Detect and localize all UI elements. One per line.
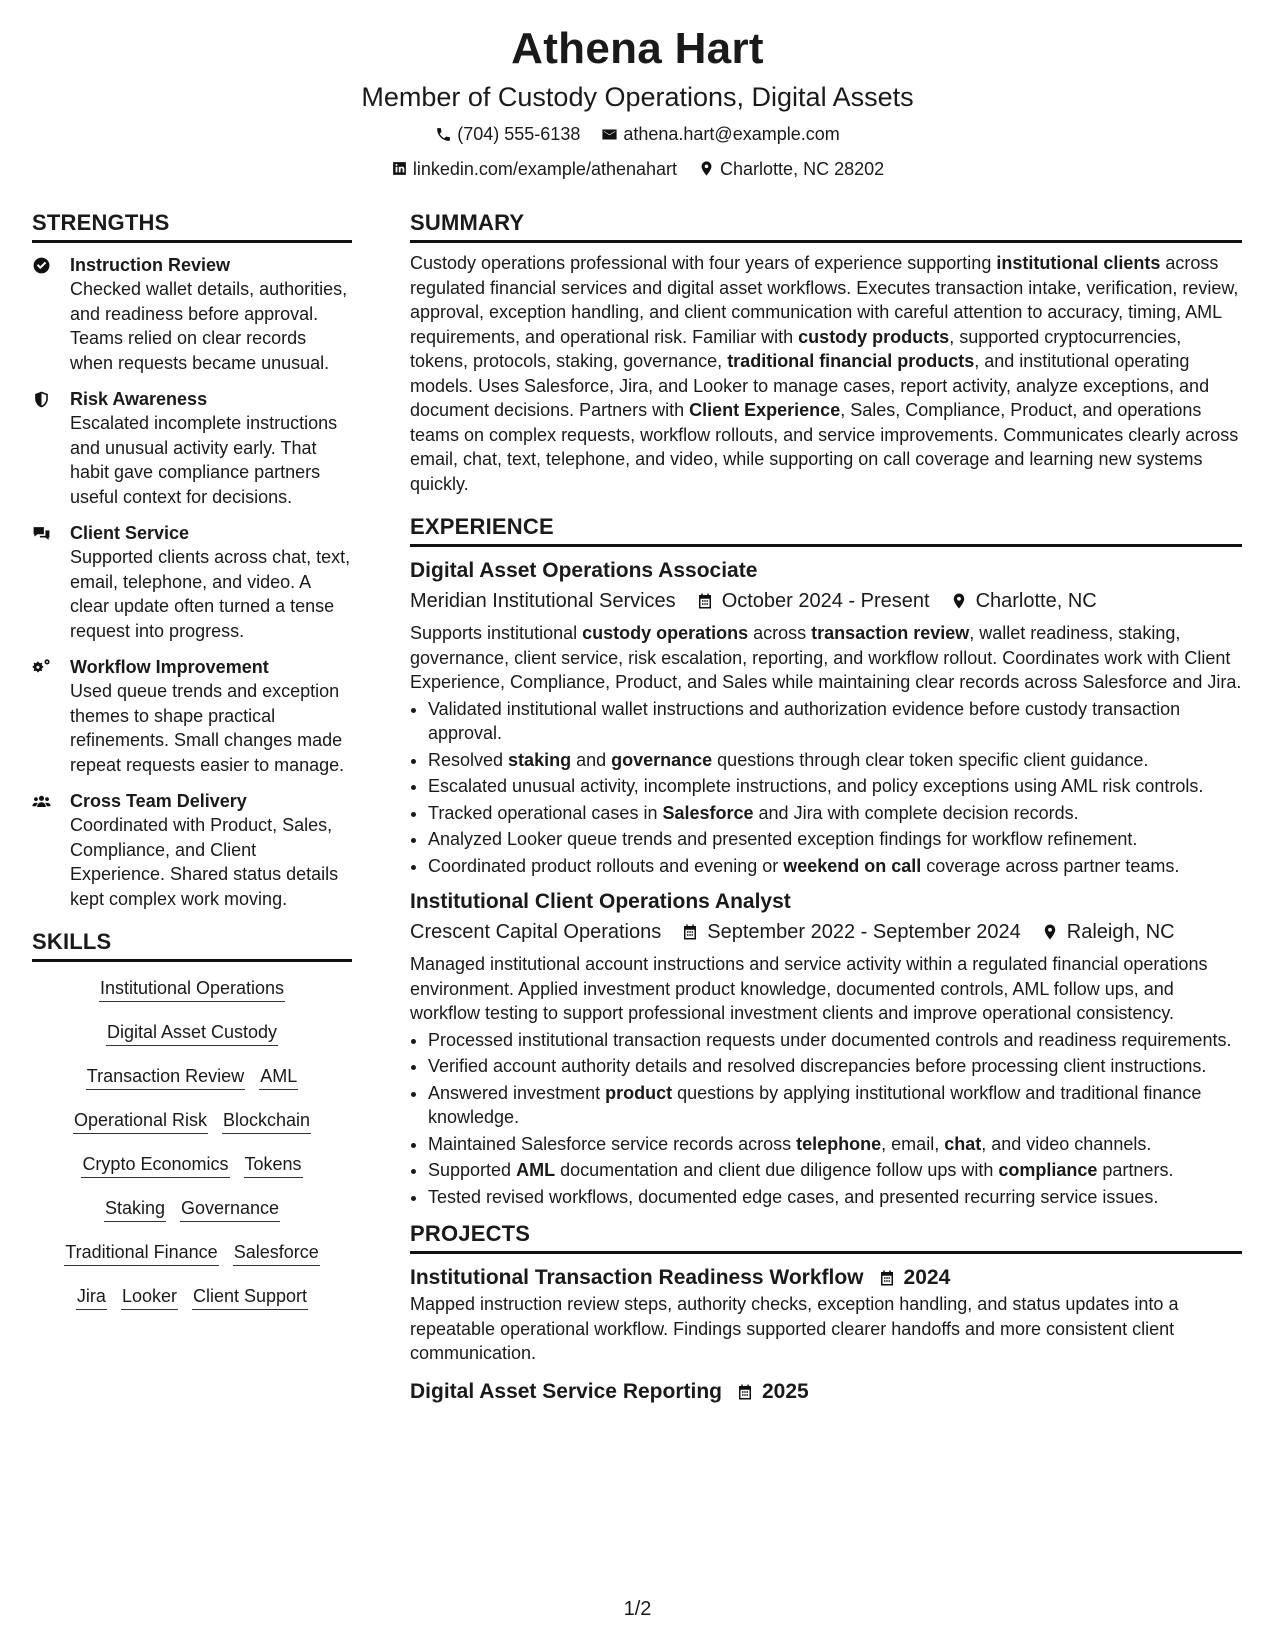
company-name: Crescent Capital Operations [410,921,662,943]
strength-title: Instruction Review [70,255,231,275]
skill-tag: Jira [76,1284,107,1310]
location-contact [698,157,884,181]
strength-description: Supported clients across chat, text, email, telephone, and video. A clear update often turned a tense request into progress. [70,547,351,641]
strength-description: Coordinated with Product, Sales, Compliance, and Client Experience. Shared status details kept complex work moving. [70,815,339,909]
map-pin-icon [1041,923,1059,941]
map-pin-icon [698,160,715,177]
strength-icon-wrap [32,789,70,911]
bullet-item: • Processed institutional transaction requests under documented controls and readiness requirements. [428,1028,1242,1053]
skill-tag: Traditional Finance [64,1240,218,1266]
calendar-icon [736,1383,754,1401]
experience-heading: EXPERIENCE [410,512,1242,547]
strength-body [70,387,352,509]
bullet-item: • Escalated unusual activity, incomplete instructions, and policy exceptions using AML risk controls. [428,774,1242,799]
map-pin-icon [950,592,968,610]
strength-description: Escalated incomplete instructions and unusual activity early. That habit gave compliance partners useful context for decisions. [70,413,338,507]
calendar-icon [681,923,699,941]
project-title: Institutional Transaction Readiness Workflow [410,1266,864,1289]
strength-item [32,521,352,643]
skill-row [32,976,352,1002]
bullet-item: • Supported AML documentation and client due diligence follow ups with compliance partners. [428,1158,1242,1183]
experience-list [410,557,1242,1209]
summary-heading: SUMMARY [410,208,1242,243]
strength-body [70,521,352,643]
skill-tag: AML [259,1064,298,1090]
phone-contact [435,122,580,146]
skill-row [32,1152,352,1178]
calendar-icon [878,1269,896,1287]
projects-heading: PROJECTS [410,1219,1242,1254]
left-column [32,208,352,1328]
job-dates: September 2022 - September 2024 [707,921,1021,943]
skills-heading: SKILLS [32,927,352,962]
calendar-icon [696,592,714,610]
page-number: 1/2 [623,1598,652,1620]
skill-tag: Crypto Economics [81,1152,229,1178]
shield-icon [32,390,51,409]
project-title: Digital Asset Service Reporting [410,1379,722,1403]
project-title-row [410,1378,1242,1406]
skill-row [32,1108,352,1134]
skill-row [32,1240,352,1266]
job-dates: October 2024 - Present [721,590,930,612]
job-description: Managed institutional account instructions and service activity within a regulated financial operations environment. Applied investment product knowledge, documented controls, AML follow ups, and workflow testing to support professional investment clients and improve operational consistency. [410,954,1208,1023]
users-icon [32,792,51,811]
linkedin-icon [391,160,408,177]
contact-row-1 [0,122,1275,149]
project-title-row [410,1264,1242,1292]
gears-icon [32,658,51,677]
bullet-item: • Validated institutional wallet instructions and authorization evidence before custody transaction approval. [428,697,1242,746]
bullet-item: • Analyzed Looker queue trends and presented exception findings for workflow refinement. [428,827,1242,852]
strength-title: Risk Awareness [70,389,208,409]
project-year: 2024 [903,1266,951,1289]
location-text: Charlotte, NC 28202 [720,158,885,179]
strengths-heading: STRENGTHS [32,208,352,243]
job-title: Institutional Client Operations Analyst [410,890,791,913]
job-location: Charlotte, NC [975,590,1097,612]
projects-list [410,1264,1242,1406]
strength-title: Client Service [70,523,190,543]
skill-tag: Client Support [192,1284,308,1310]
job-bullets [410,697,1242,879]
skill-tag: Looker [121,1284,178,1310]
bullet-item: • Answered investment product questions by applying institutional workflow and traditional finance knowledge. [428,1081,1242,1130]
skill-tag: Salesforce [233,1240,320,1266]
bullet-item: • Resolved staking and governance questions through clear token specific client guidance. [428,748,1242,773]
job-entry [410,557,1242,878]
skill-tag: Institutional Operations [99,976,285,1002]
strength-title: Workflow Improvement [70,657,269,677]
strength-item [32,253,352,375]
phone-text: (704) 555-6138 [457,124,581,144]
chat-bubbles-icon [32,524,51,543]
job-description: Supports institutional custody operations across transaction review, wallet readiness, staking, governance, client service, risk escalation, reporting, and workflow rollout. Coordinates work with Client Experience, Compliance, Product, and Sales while maintaining clear records across Salesforce and Jira. [410,623,1242,692]
email-text[interactable]: athena.hart@example.com [623,124,840,144]
job-entry [410,888,1242,1209]
resume-header [0,20,1275,183]
project-year: 2025 [761,1379,809,1403]
strength-icon-wrap [32,387,70,509]
strength-item [32,387,352,509]
linkedin-text[interactable]: linkedin.com/example/athenahart [412,158,678,179]
skill-row [32,1196,352,1222]
candidate-name: Athena Hart [511,24,764,73]
strength-item [32,789,352,911]
strength-item [32,655,352,777]
phone-icon [435,126,452,143]
skill-row [32,1020,352,1046]
skill-tag: Operational Risk [73,1108,208,1134]
bullet-item: • Tested revised workflows, documented edge cases, and presented recurring service issues. [428,1185,1242,1210]
bullet-item: • Tracked operational cases in Salesforce and Jira with complete decision records. [428,801,1242,826]
strength-icon-wrap [32,253,70,375]
skill-tag: Staking [104,1196,166,1222]
contact-row-2 [0,157,1275,184]
strength-icon-wrap [32,521,70,643]
strength-body [70,789,352,911]
bullet-item: • Verified account authority details and resolved discrepancies before processing client instructions. [428,1054,1242,1079]
skills-list [32,976,352,1310]
job-title: Digital Asset Operations Associate [410,559,758,582]
job-bullets [410,1028,1242,1210]
strengths-list [32,253,352,911]
job-location: Raleigh, NC [1066,921,1175,943]
email-contact[interactable] [601,122,839,146]
bullet-item: • Coordinated product rollouts and evening or weekend on call coverage across partner teams. [428,854,1242,879]
bullet-item: • Maintained Salesforce service records across telephone, email, chat, and video channels. [428,1132,1242,1157]
project-entry [410,1264,1242,1366]
envelope-icon [601,126,618,143]
strength-icon-wrap [32,655,70,777]
job-meta [410,918,1242,946]
skill-tag: Digital Asset Custody [106,1020,278,1046]
skill-tag: Tokens [244,1152,303,1178]
strength-description: Used queue trends and exception themes to shape practical refinements. Small changes made repeat requests easier to manage. [70,681,345,775]
check-circle-icon [32,256,51,275]
skill-row [32,1064,352,1090]
skill-row [32,1284,352,1310]
project-entry [410,1378,1242,1406]
company-name: Meridian Institutional Services [410,590,676,612]
skill-tag: Transaction Review [86,1064,245,1090]
skill-tag: Governance [180,1196,280,1222]
right-column [410,208,1242,1418]
strength-description: Checked wallet details, authorities, and readiness before approval. Teams relied on clear records when requests became unusual. [70,279,348,373]
linkedin-contact[interactable] [391,157,677,181]
strength-body [70,253,352,375]
strength-body [70,655,352,777]
project-description: Mapped instruction review steps, authority checks, exception handling, and status updates into a repeatable operational workflow. Findings supported clearer handoffs and more consistent client communication. [410,1294,1179,1363]
candidate-title: Member of Custody Operations, Digital Assets [361,82,914,112]
strength-title: Cross Team Delivery [70,791,247,811]
summary-text: Custody operations professional with four years of experience supporting institutional clients across regulated financial services and digital asset workflows. Executes transaction intake, verification, review, approval, exception handling, and client communication with careful attention to accuracy, timing, AML requirements, and operational risk. Familiar with custody products, supported cryptocurrencies, tokens, protocols, staking, governance, traditional financial products, and institutional operating models. Uses Salesforce, Jira, and Looker to manage cases, report activity, analyze exceptions, and document decisions. Partners with Client Experience, Sales, Compliance, Product, and operations teams on complex requests, workflow rollouts, and service improvements. Communicates clearly across email, chat, text, telephone, and video, while supporting on call coverage and learning new systems quickly. [410,253,1239,494]
skill-tag: Blockchain [222,1108,311,1134]
job-meta [410,587,1242,615]
